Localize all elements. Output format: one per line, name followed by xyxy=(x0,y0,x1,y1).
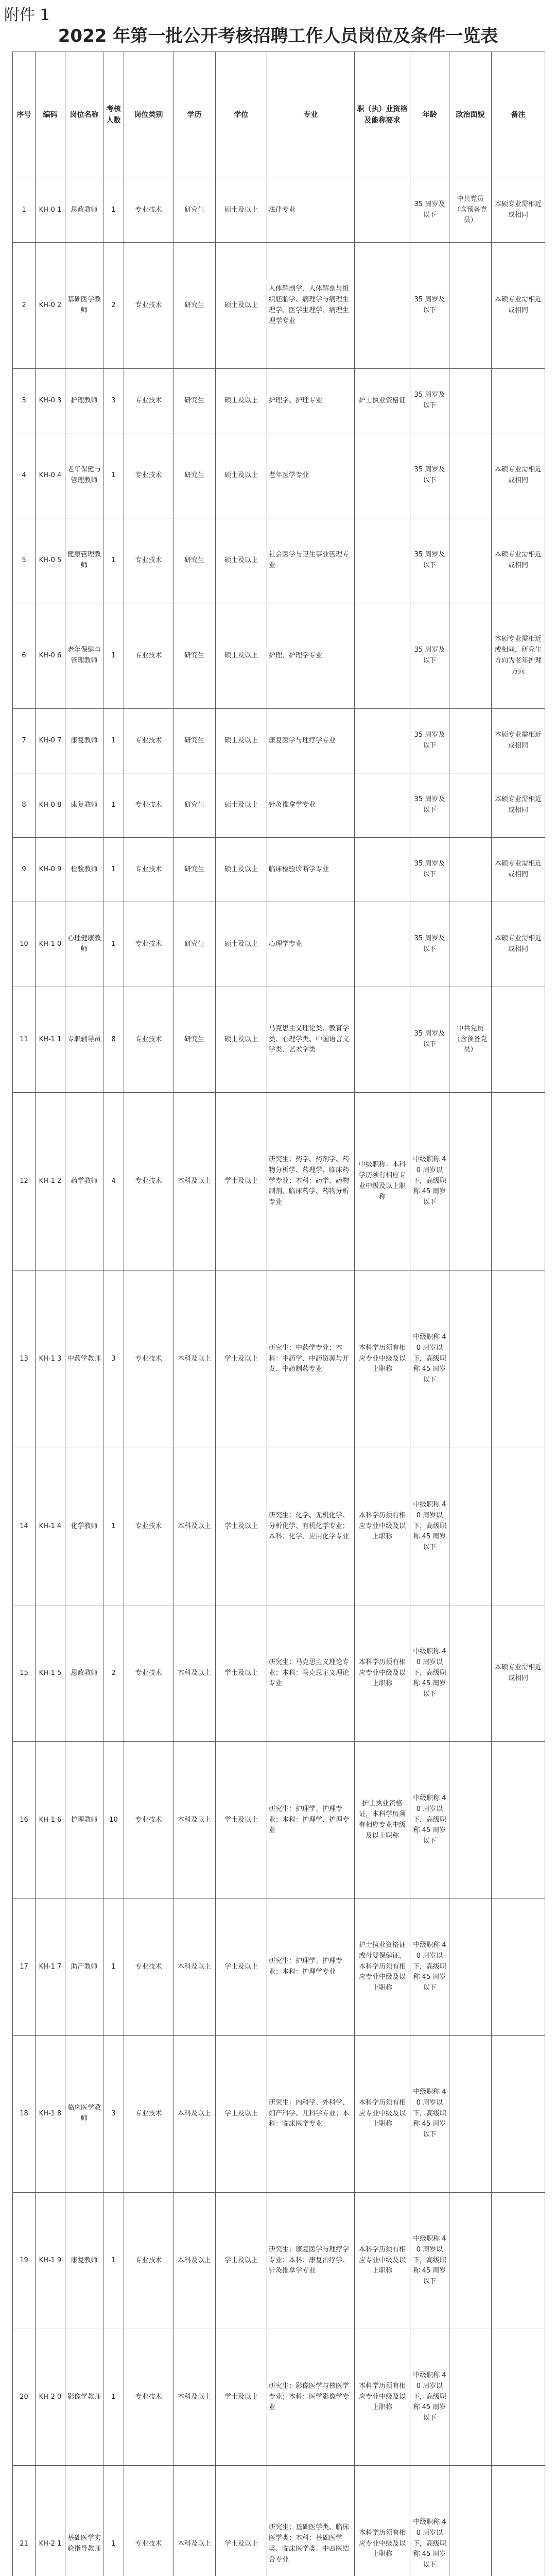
page-title: 2022 年第一批公开考核招聘工作人员岗位及条件一览表 xyxy=(58,26,498,46)
hire-count: 3 xyxy=(103,2036,124,2193)
row-number: 13 xyxy=(13,1270,36,1448)
row-number: 15 xyxy=(13,1605,36,1742)
position-code: KH-0 4 xyxy=(36,433,65,518)
age-requirement: 35 周岁及以下 xyxy=(410,518,449,603)
degree: 学士及以上 xyxy=(216,1899,267,2036)
degree: 硕士及以上 xyxy=(216,178,267,243)
political-status xyxy=(449,1605,492,1742)
table-row xyxy=(13,709,545,773)
column-header: 序号 xyxy=(13,52,36,178)
major-requirement: 法律专业 xyxy=(267,178,355,243)
position-code: KH-1 8 xyxy=(36,2036,65,2193)
position-code: KH-1 5 xyxy=(36,1605,65,1742)
major-requirement: 心理学专业 xyxy=(267,902,355,987)
table-row xyxy=(13,369,545,433)
qualification: 护士执业资格证或母婴保健证，本科学历须有相应专业中级及以上职称 xyxy=(355,1899,410,2036)
age-requirement: 中级职称 40 周岁以下，高级职称 45 周岁以下 xyxy=(410,1742,449,1899)
column-header: 岗位名称 xyxy=(65,52,103,178)
education: 研究生 xyxy=(173,987,216,1093)
political-status xyxy=(449,1448,492,1605)
row-number: 11 xyxy=(13,987,36,1093)
education: 本科及以上 xyxy=(173,1899,216,2036)
table-row xyxy=(13,1742,545,1899)
column-header: 备注 xyxy=(492,52,545,178)
row-number: 14 xyxy=(13,1448,36,1605)
table-row xyxy=(13,603,545,709)
hire-count: 4 xyxy=(103,1093,124,1270)
position-type: 专业技术 xyxy=(124,518,173,603)
position-name: 心理健康教师 xyxy=(65,902,103,987)
hire-count: 2 xyxy=(103,1605,124,1742)
row-number: 19 xyxy=(13,2193,36,2329)
column-header: 年龄 xyxy=(410,52,449,178)
row-number: 20 xyxy=(13,2329,36,2466)
position-code: KH-1 6 xyxy=(36,1742,65,1899)
political-status xyxy=(449,838,492,902)
position-type: 专业技术 xyxy=(124,902,173,987)
political-status xyxy=(449,243,492,369)
degree: 学士及以上 xyxy=(216,1448,267,1605)
qualification xyxy=(355,987,410,1093)
position-type: 专业技术 xyxy=(124,2193,173,2329)
age-requirement: 中级职称 40 周岁以下，高级职称 45 周岁以下 xyxy=(410,1093,449,1270)
remarks: 本硕专业需相近或相同 xyxy=(492,773,545,838)
qualification: 中级职称：本科学历须有相应专业中级及以上职称 xyxy=(355,1093,410,1270)
position-code: KH-1 0 xyxy=(36,902,65,987)
position-type: 专业技术 xyxy=(124,2329,173,2466)
column-header: 专业 xyxy=(267,52,355,178)
degree: 硕士及以上 xyxy=(216,987,267,1093)
remarks: 本硕专业需相近或相同 xyxy=(492,518,545,603)
age-requirement: 35 周岁及以下 xyxy=(410,243,449,369)
qualification xyxy=(355,603,410,709)
hire-count: 3 xyxy=(103,369,124,433)
education: 本科及以上 xyxy=(173,1270,216,1448)
position-code: KH-1 4 xyxy=(36,1448,65,1605)
degree: 学士及以上 xyxy=(216,1605,267,1742)
age-requirement: 中级职称 40 周岁以下，高级职称 45 周岁以下 xyxy=(410,2193,449,2329)
degree: 学士及以上 xyxy=(216,1093,267,1270)
positions-table xyxy=(12,52,545,2576)
table-row xyxy=(13,2036,545,2193)
hire-count: 1 xyxy=(103,603,124,709)
table-row xyxy=(13,902,545,987)
table-header-row xyxy=(13,52,545,178)
position-code: KH-0 7 xyxy=(36,709,65,773)
education: 研究生 xyxy=(173,773,216,838)
hire-count: 1 xyxy=(103,709,124,773)
row-number: 7 xyxy=(13,709,36,773)
degree: 硕士及以上 xyxy=(216,243,267,369)
row-number: 5 xyxy=(13,518,36,603)
qualification: 本科学历须有相应专业中级及以上职称 xyxy=(355,1448,410,1605)
education: 本科及以上 xyxy=(173,2329,216,2466)
table-row xyxy=(13,2329,545,2466)
political-status xyxy=(449,709,492,773)
position-type: 专业技术 xyxy=(124,1270,173,1448)
remarks xyxy=(492,2466,545,2576)
degree: 学士及以上 xyxy=(216,1742,267,1899)
degree: 硕士及以上 xyxy=(216,369,267,433)
age-requirement: 35 周岁及以下 xyxy=(410,603,449,709)
row-number: 17 xyxy=(13,1899,36,2036)
position-code: KH-0 3 xyxy=(36,369,65,433)
education: 研究生 xyxy=(173,243,216,369)
column-header: 学历 xyxy=(173,52,216,178)
position-type: 专业技术 xyxy=(124,1448,173,1605)
remarks: 本硕专业需相近或相同，研究生方向为老年护理方向 xyxy=(492,603,545,709)
position-type: 专业技术 xyxy=(124,1742,173,1899)
education: 本科及以上 xyxy=(173,1448,216,1605)
major-requirement: 临床检验诊断学专业 xyxy=(267,838,355,902)
qualification xyxy=(355,433,410,518)
table-row xyxy=(13,2466,545,2576)
position-name: 基础医学教师 xyxy=(65,243,103,369)
degree: 硕士及以上 xyxy=(216,433,267,518)
remarks: 本硕专业需相近或相同 xyxy=(492,178,545,243)
table-row xyxy=(13,1270,545,1448)
major-requirement: 社会医学与卫生事业管理专业 xyxy=(267,518,355,603)
major-requirement: 老年医学专业 xyxy=(267,433,355,518)
row-number: 10 xyxy=(13,902,36,987)
remarks xyxy=(492,1899,545,2036)
position-name: 护理教师 xyxy=(65,369,103,433)
position-name: 检验教师 xyxy=(65,838,103,902)
position-code: KH-0 5 xyxy=(36,518,65,603)
position-name: 康复教师 xyxy=(65,773,103,838)
row-number: 2 xyxy=(13,243,36,369)
column-header: 职（执）业资格及能称要求 xyxy=(355,52,410,178)
column-header: 编码 xyxy=(36,52,65,178)
position-name: 化学教师 xyxy=(65,1448,103,1605)
row-number: 16 xyxy=(13,1742,36,1899)
major-requirement: 研究生：药学、药剂学、药物分析学、药理学、临床药学专业；本科：药学、药物制剂、临床药学、药物分析专业 xyxy=(267,1093,355,1270)
major-requirement: 研究生：基础医学类、临床医学类；本科：基础医学类、临床医学类、中西医结合专业 xyxy=(267,2466,355,2576)
major-requirement: 研究生：护理学、护理专业；本科：护理学、护理专业 xyxy=(267,1742,355,1899)
hire-count: 3 xyxy=(103,1270,124,1448)
qualification: 本科学历须有相应专业中级及以上职称 xyxy=(355,1605,410,1742)
remarks xyxy=(492,2193,545,2329)
position-name: 思政教师 xyxy=(65,1605,103,1742)
age-requirement: 中级职称 40 周岁以下，高级职称 45 周岁以下 xyxy=(410,1605,449,1742)
position-type: 专业技术 xyxy=(124,1899,173,2036)
education: 研究生 xyxy=(173,433,216,518)
row-number: 8 xyxy=(13,773,36,838)
table-row xyxy=(13,518,545,603)
column-header: 岗位类别 xyxy=(124,52,173,178)
major-requirement: 研究生：化学、无机化学、分析化学、有机化学专业；本科：化学、应用化学专业 xyxy=(267,1448,355,1605)
position-name: 老年保健与管理教师 xyxy=(65,603,103,709)
hire-count: 1 xyxy=(103,2466,124,2576)
age-requirement: 35 周岁及以下 xyxy=(410,369,449,433)
degree: 学士及以上 xyxy=(216,2329,267,2466)
hire-count: 1 xyxy=(103,1448,124,1605)
position-name: 老年保健与管理教师 xyxy=(65,433,103,518)
political-status: 中共党员（含预备党员） xyxy=(449,987,492,1093)
hire-count: 1 xyxy=(103,2193,124,2329)
qualification xyxy=(355,709,410,773)
major-requirement: 研究生：中药学专业；本科：中药学、中药资源与开发、中药制药专业 xyxy=(267,1270,355,1448)
position-code: KH-0 9 xyxy=(36,838,65,902)
political-status xyxy=(449,902,492,987)
qualification xyxy=(355,838,410,902)
age-requirement: 35 周岁及以下 xyxy=(410,709,449,773)
remarks: 本硕专业需相近或相同 xyxy=(492,243,545,369)
hire-count: 8 xyxy=(103,987,124,1093)
degree: 学士及以上 xyxy=(216,2193,267,2329)
political-status xyxy=(449,2466,492,2576)
position-type: 专业技术 xyxy=(124,1605,173,1742)
hire-count: 1 xyxy=(103,518,124,603)
position-code: KH-2 0 xyxy=(36,2329,65,2466)
major-requirement: 研究生：内科学、外科学、妇产科学、儿科学专业；本科：临床医学专业 xyxy=(267,2036,355,2193)
position-name: 康复教师 xyxy=(65,709,103,773)
degree: 硕士及以上 xyxy=(216,518,267,603)
hire-count: 1 xyxy=(103,433,124,518)
position-type: 专业技术 xyxy=(124,433,173,518)
position-code: KH-0 1 xyxy=(36,178,65,243)
education: 本科及以上 xyxy=(173,1605,216,1742)
table-row xyxy=(13,838,545,902)
political-status xyxy=(449,773,492,838)
hire-count: 10 xyxy=(103,1742,124,1899)
row-number: 18 xyxy=(13,2036,36,2193)
degree: 学士及以上 xyxy=(216,2466,267,2576)
hire-count: 2 xyxy=(103,243,124,369)
education: 研究生 xyxy=(173,369,216,433)
education: 研究生 xyxy=(173,518,216,603)
table-row xyxy=(13,243,545,369)
political-status xyxy=(449,518,492,603)
age-requirement: 中级职称 40 周岁以下，高级职称 45 周岁以下 xyxy=(410,2036,449,2193)
hire-count: 1 xyxy=(103,1899,124,2036)
education: 本科及以上 xyxy=(173,2193,216,2329)
political-status xyxy=(449,1093,492,1270)
remarks: 本硕专业需相近或相同 xyxy=(492,709,545,773)
degree: 硕士及以上 xyxy=(216,603,267,709)
degree: 硕士及以上 xyxy=(216,902,267,987)
table-row xyxy=(13,1448,545,1605)
qualification xyxy=(355,773,410,838)
hire-count: 1 xyxy=(103,838,124,902)
position-code: KH-1 1 xyxy=(36,987,65,1093)
position-name: 基础医学实验指导教师 xyxy=(65,2466,103,2576)
table-row xyxy=(13,1093,545,1270)
degree: 硕士及以上 xyxy=(216,838,267,902)
age-requirement: 中级职称 40 周岁以下，高级职称 45 周岁以下 xyxy=(410,1448,449,1605)
row-number: 6 xyxy=(13,603,36,709)
major-requirement: 人体解剖学、人体解剖与组织胚胎学、病理学与病理生理学、医学生理学、病理生理学专业 xyxy=(267,243,355,369)
hire-count: 1 xyxy=(103,178,124,243)
position-code: KH-1 3 xyxy=(36,1270,65,1448)
table-row xyxy=(13,1605,545,1742)
qualification: 护士执业资格证 xyxy=(355,369,410,433)
qualification xyxy=(355,243,410,369)
remarks xyxy=(492,1093,545,1270)
position-code: KH-2 1 xyxy=(36,2466,65,2576)
major-requirement: 研究生：护理学、护理专业；本科：护理学专业 xyxy=(267,1899,355,2036)
education: 研究生 xyxy=(173,709,216,773)
political-status xyxy=(449,1270,492,1448)
political-status xyxy=(449,369,492,433)
qualification: 本科学历须有相应专业中级及以上职称 xyxy=(355,2036,410,2193)
position-name: 康复教师 xyxy=(65,2193,103,2329)
major-requirement: 康复医学与理疗学专业 xyxy=(267,709,355,773)
age-requirement: 35 周岁及以下 xyxy=(410,987,449,1093)
remarks xyxy=(492,1448,545,1605)
education: 本科及以上 xyxy=(173,1742,216,1899)
political-status xyxy=(449,1899,492,2036)
table-row xyxy=(13,2193,545,2329)
position-type: 专业技术 xyxy=(124,2036,173,2193)
row-number: 4 xyxy=(13,433,36,518)
hire-count: 1 xyxy=(103,773,124,838)
political-status xyxy=(449,2329,492,2466)
column-header: 学位 xyxy=(216,52,267,178)
age-requirement: 35 周岁及以下 xyxy=(410,902,449,987)
qualification xyxy=(355,178,410,243)
age-requirement: 中级职称 40 周岁以下，高级职称 45 周岁以下 xyxy=(410,1899,449,2036)
row-number: 3 xyxy=(13,369,36,433)
table-row xyxy=(13,987,545,1093)
qualification: 本科学历须有相应专业中级及以上职称 xyxy=(355,1270,410,1448)
row-number: 1 xyxy=(13,178,36,243)
qualification: 本科学历须有相应专业中级及以上职称 xyxy=(355,2329,410,2466)
education: 研究生 xyxy=(173,603,216,709)
column-header: 政治面貌 xyxy=(449,52,492,178)
political-status: 中共党员（含预备党员） xyxy=(449,178,492,243)
attachment-label: 附件 1 xyxy=(4,6,50,24)
remarks: 本硕专业需相近或相同 xyxy=(492,838,545,902)
degree: 硕士及以上 xyxy=(216,773,267,838)
political-status xyxy=(449,2193,492,2329)
political-status xyxy=(449,2036,492,2193)
position-type: 专业技术 xyxy=(124,2466,173,2576)
qualification xyxy=(355,518,410,603)
table-row xyxy=(13,1899,545,2036)
degree: 学士及以上 xyxy=(216,2036,267,2193)
position-code: KH-0 6 xyxy=(36,603,65,709)
remarks: 本硕专业需相近或相同 xyxy=(492,1605,545,1742)
age-requirement: 中级职称 40 周岁以下，高级职称 45 周岁以下 xyxy=(410,1270,449,1448)
degree: 学士及以上 xyxy=(216,1270,267,1448)
position-type: 专业技术 xyxy=(124,709,173,773)
position-type: 专业技术 xyxy=(124,838,173,902)
major-requirement: 研究生：马克思主义理论专业；本科：马克思主义理论专业 xyxy=(267,1605,355,1742)
column-header: 考核人数 xyxy=(103,52,124,178)
remarks xyxy=(492,2036,545,2193)
position-name: 护理教师 xyxy=(65,1742,103,1899)
age-requirement: 35 周岁及以下 xyxy=(410,178,449,243)
position-code: KH-0 2 xyxy=(36,243,65,369)
age-requirement: 中级职称 40 周岁以下，高级职称 45 周岁以下 xyxy=(410,2329,449,2466)
qualification: 护士执业资格证，本科学历须有相应专业中级及以上职称 xyxy=(355,1742,410,1899)
major-requirement: 马克思主义理论类、教育学类、心理学类、中国语言文学类、艺术学类 xyxy=(267,987,355,1093)
political-status xyxy=(449,433,492,518)
remarks xyxy=(492,2329,545,2466)
education: 研究生 xyxy=(173,902,216,987)
hire-count: 1 xyxy=(103,902,124,987)
age-requirement: 35 周岁及以下 xyxy=(410,838,449,902)
political-status xyxy=(449,1742,492,1899)
qualification: 本科学历须有相应专业中级及以上职称 xyxy=(355,2466,410,2576)
position-type: 专业技术 xyxy=(124,243,173,369)
education: 研究生 xyxy=(173,838,216,902)
education: 本科及以上 xyxy=(173,2466,216,2576)
position-name: 药学教师 xyxy=(65,1093,103,1270)
age-requirement: 35 周岁及以下 xyxy=(410,433,449,518)
age-requirement: 中级职称 40 周岁以下，高级职称 45 周岁以下 xyxy=(410,2466,449,2576)
position-name: 思政教师 xyxy=(65,178,103,243)
education: 研究生 xyxy=(173,178,216,243)
qualification: 本科学历须有相应专业中级及以上职称 xyxy=(355,2193,410,2329)
position-type: 专业技术 xyxy=(124,773,173,838)
table-row xyxy=(13,773,545,838)
position-type: 专业技术 xyxy=(124,987,173,1093)
age-requirement: 35 周岁及以下 xyxy=(410,773,449,838)
position-type: 专业技术 xyxy=(124,603,173,709)
position-name: 助产教师 xyxy=(65,1899,103,2036)
education: 本科及以上 xyxy=(173,1093,216,1270)
hire-count: 1 xyxy=(103,2329,124,2466)
major-requirement: 研究生：影像医学与核医学专业；本科：医学影像学专业 xyxy=(267,2329,355,2466)
position-type: 专业技术 xyxy=(124,1093,173,1270)
degree: 硕士及以上 xyxy=(216,709,267,773)
table-body xyxy=(13,178,545,2576)
position-name: 临床医学教师 xyxy=(65,2036,103,2193)
row-number: 12 xyxy=(13,1093,36,1270)
position-name: 健康管理教师 xyxy=(65,518,103,603)
position-code: KH-1 9 xyxy=(36,2193,65,2329)
education: 本科及以上 xyxy=(173,2036,216,2193)
position-type: 专业技术 xyxy=(124,178,173,243)
position-code: KH-1 7 xyxy=(36,1899,65,2036)
position-name: 专职辅导员 xyxy=(65,987,103,1093)
position-type: 专业技术 xyxy=(124,369,173,433)
major-requirement: 针灸推拿学专业 xyxy=(267,773,355,838)
major-requirement: 研究生：康复医学与理疗学专业；本科：康复治疗学、针灸推拿学专业 xyxy=(267,2193,355,2329)
table-row xyxy=(13,433,545,518)
major-requirement: 护理、护理学专业 xyxy=(267,603,355,709)
remarks: 本硕专业需相近或相同 xyxy=(492,902,545,987)
row-number: 9 xyxy=(13,838,36,902)
position-code: KH-1 2 xyxy=(36,1093,65,1270)
major-requirement: 护理学、护理专业 xyxy=(267,369,355,433)
remarks xyxy=(492,1742,545,1899)
position-code: KH-0 8 xyxy=(36,773,65,838)
remarks xyxy=(492,987,545,1093)
qualification xyxy=(355,902,410,987)
row-number: 21 xyxy=(13,2466,36,2576)
remarks xyxy=(492,369,545,433)
position-name: 影像学教师 xyxy=(65,2329,103,2466)
position-name: 中药学教师 xyxy=(65,1270,103,1448)
remarks xyxy=(492,1270,545,1448)
remarks: 本硕专业需相近或相同 xyxy=(492,433,545,518)
political-status xyxy=(449,603,492,709)
table-row xyxy=(13,178,545,243)
